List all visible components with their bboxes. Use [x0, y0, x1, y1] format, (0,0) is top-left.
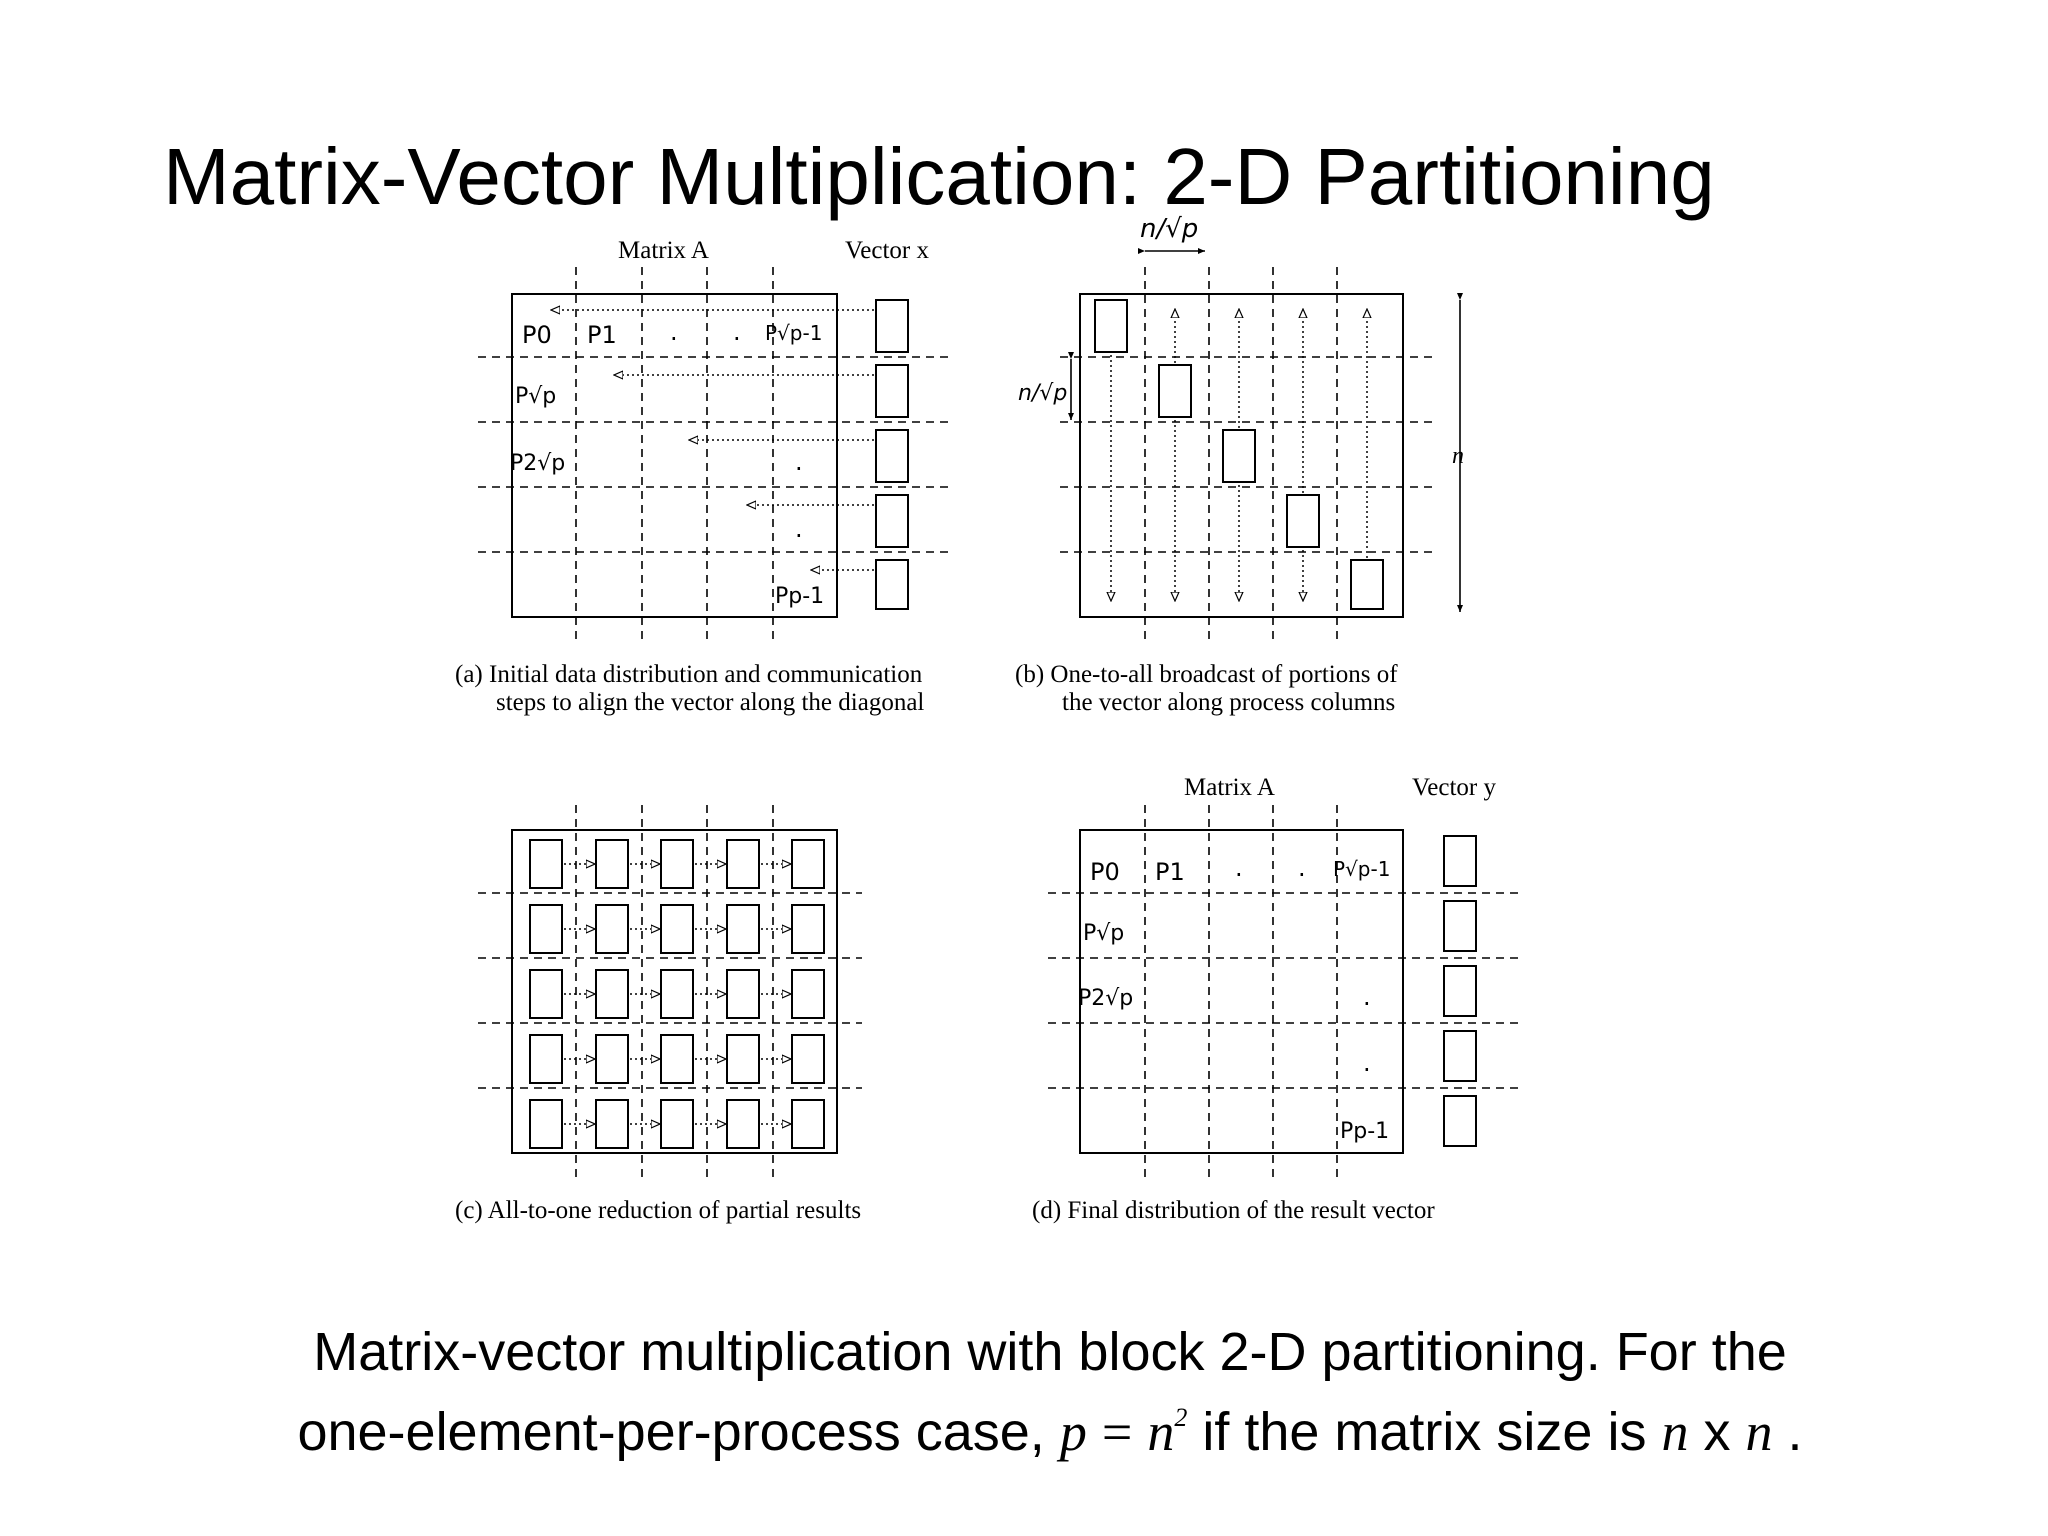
formula-p: p: [1059, 1402, 1087, 1462]
caption-end-period: .: [1787, 1402, 1803, 1462]
panel-a-label-pp-1: Pp-1: [775, 584, 825, 609]
panel-a-vector-label: Vector x: [845, 237, 929, 264]
panel-a-vector-blocks: [876, 300, 908, 609]
caption-text-mid: if the matrix size is: [1202, 1402, 1647, 1462]
panel-a: [455, 237, 952, 716]
panel-b-matrix: [1080, 294, 1403, 617]
slide-title: Matrix-Vector Multiplication: 2-D Partitioning: [163, 132, 1715, 221]
panel-a-label-dot3: .: [795, 448, 803, 476]
bottom-caption-line1: Matrix-vector multiplication with block 2-D partitioning. For the: [313, 1322, 1787, 1382]
panel-d-matrix-label: Matrix A: [1184, 774, 1275, 801]
panel-a-label-p1: P1: [587, 321, 617, 349]
panel-a-label-psqrtp-1: P√p-1: [765, 321, 823, 345]
panel-a-label-p0: P0: [522, 321, 552, 349]
panel-c-grid: [478, 805, 862, 1178]
panel-d-label-p2sqrtp: P2√p: [1078, 986, 1134, 1011]
panel-b-width-label: n/√p: [1140, 214, 1199, 244]
caption-text-start: one-element-per-process case,: [297, 1402, 1045, 1462]
panel-d-label-psqrtp-1: P√p-1: [1333, 857, 1391, 881]
panel-a-caption-2: steps to align the vector along the diagonal: [496, 689, 925, 716]
panel-b: [1015, 214, 1464, 716]
panel-a-label-psqrtp: P√p: [515, 384, 557, 409]
formula-exponent: 2: [1174, 1403, 1188, 1432]
panel-d-vector-label: Vector y: [1412, 774, 1496, 801]
panel-c: [455, 805, 862, 1224]
panel-b-caption-2: the vector along process columns: [1062, 689, 1396, 716]
panel-b-grid: [1060, 267, 1432, 640]
panel-d-label-dot2: .: [1298, 854, 1306, 882]
panel-b-caption-1: (b) One-to-all broadcast of portions of: [1015, 661, 1398, 688]
size-n-2: n: [1745, 1402, 1773, 1462]
panel-c-matrix: [512, 830, 837, 1153]
panel-a-label-p2sqrtp: P2√p: [510, 451, 566, 476]
formula-n: n: [1147, 1402, 1175, 1462]
panel-a-align-arrows: [552, 310, 874, 570]
size-n-1: n: [1661, 1402, 1689, 1462]
panel-d-label-p0: P0: [1090, 858, 1120, 886]
panel-a-matrix-label: Matrix A: [618, 237, 709, 264]
bottom-caption-line2: [150, 1402, 1950, 1462]
panel-d: [1032, 774, 1518, 1224]
panel-d-label-p1: P1: [1155, 858, 1185, 886]
panel-c-caption-1: (c) All-to-one reduction of partial results: [455, 1197, 862, 1224]
panel-a-caption-1: (a) Initial data distribution and communication: [455, 661, 923, 688]
panel-d-label-dot1: .: [1235, 854, 1243, 882]
panel-d-label-pp-1: Pp-1: [1340, 1119, 1390, 1144]
size-x: x: [1703, 1402, 1731, 1462]
panel-a-label-dot2: .: [733, 318, 741, 346]
panel-d-result-blocks: [1444, 836, 1476, 1146]
panel-d-label-psqrtp: P√p: [1083, 921, 1125, 946]
panel-b-height-label: n/√p: [1018, 381, 1068, 406]
panel-a-label-dot4: .: [795, 515, 803, 543]
panel-d-label-dot3: .: [1363, 983, 1371, 1011]
panel-d-caption-1: (d) Final distribution of the result vector: [1032, 1197, 1435, 1224]
panel-c-reduction-arrows: [564, 864, 790, 1124]
panel-b-broadcast-arrows: [1111, 310, 1367, 600]
panel-a-label-dot1: .: [670, 318, 678, 346]
formula-equals: =: [1101, 1402, 1133, 1462]
panel-b-size-label: n: [1452, 443, 1464, 469]
panel-d-label-dot4: .: [1363, 1049, 1371, 1077]
